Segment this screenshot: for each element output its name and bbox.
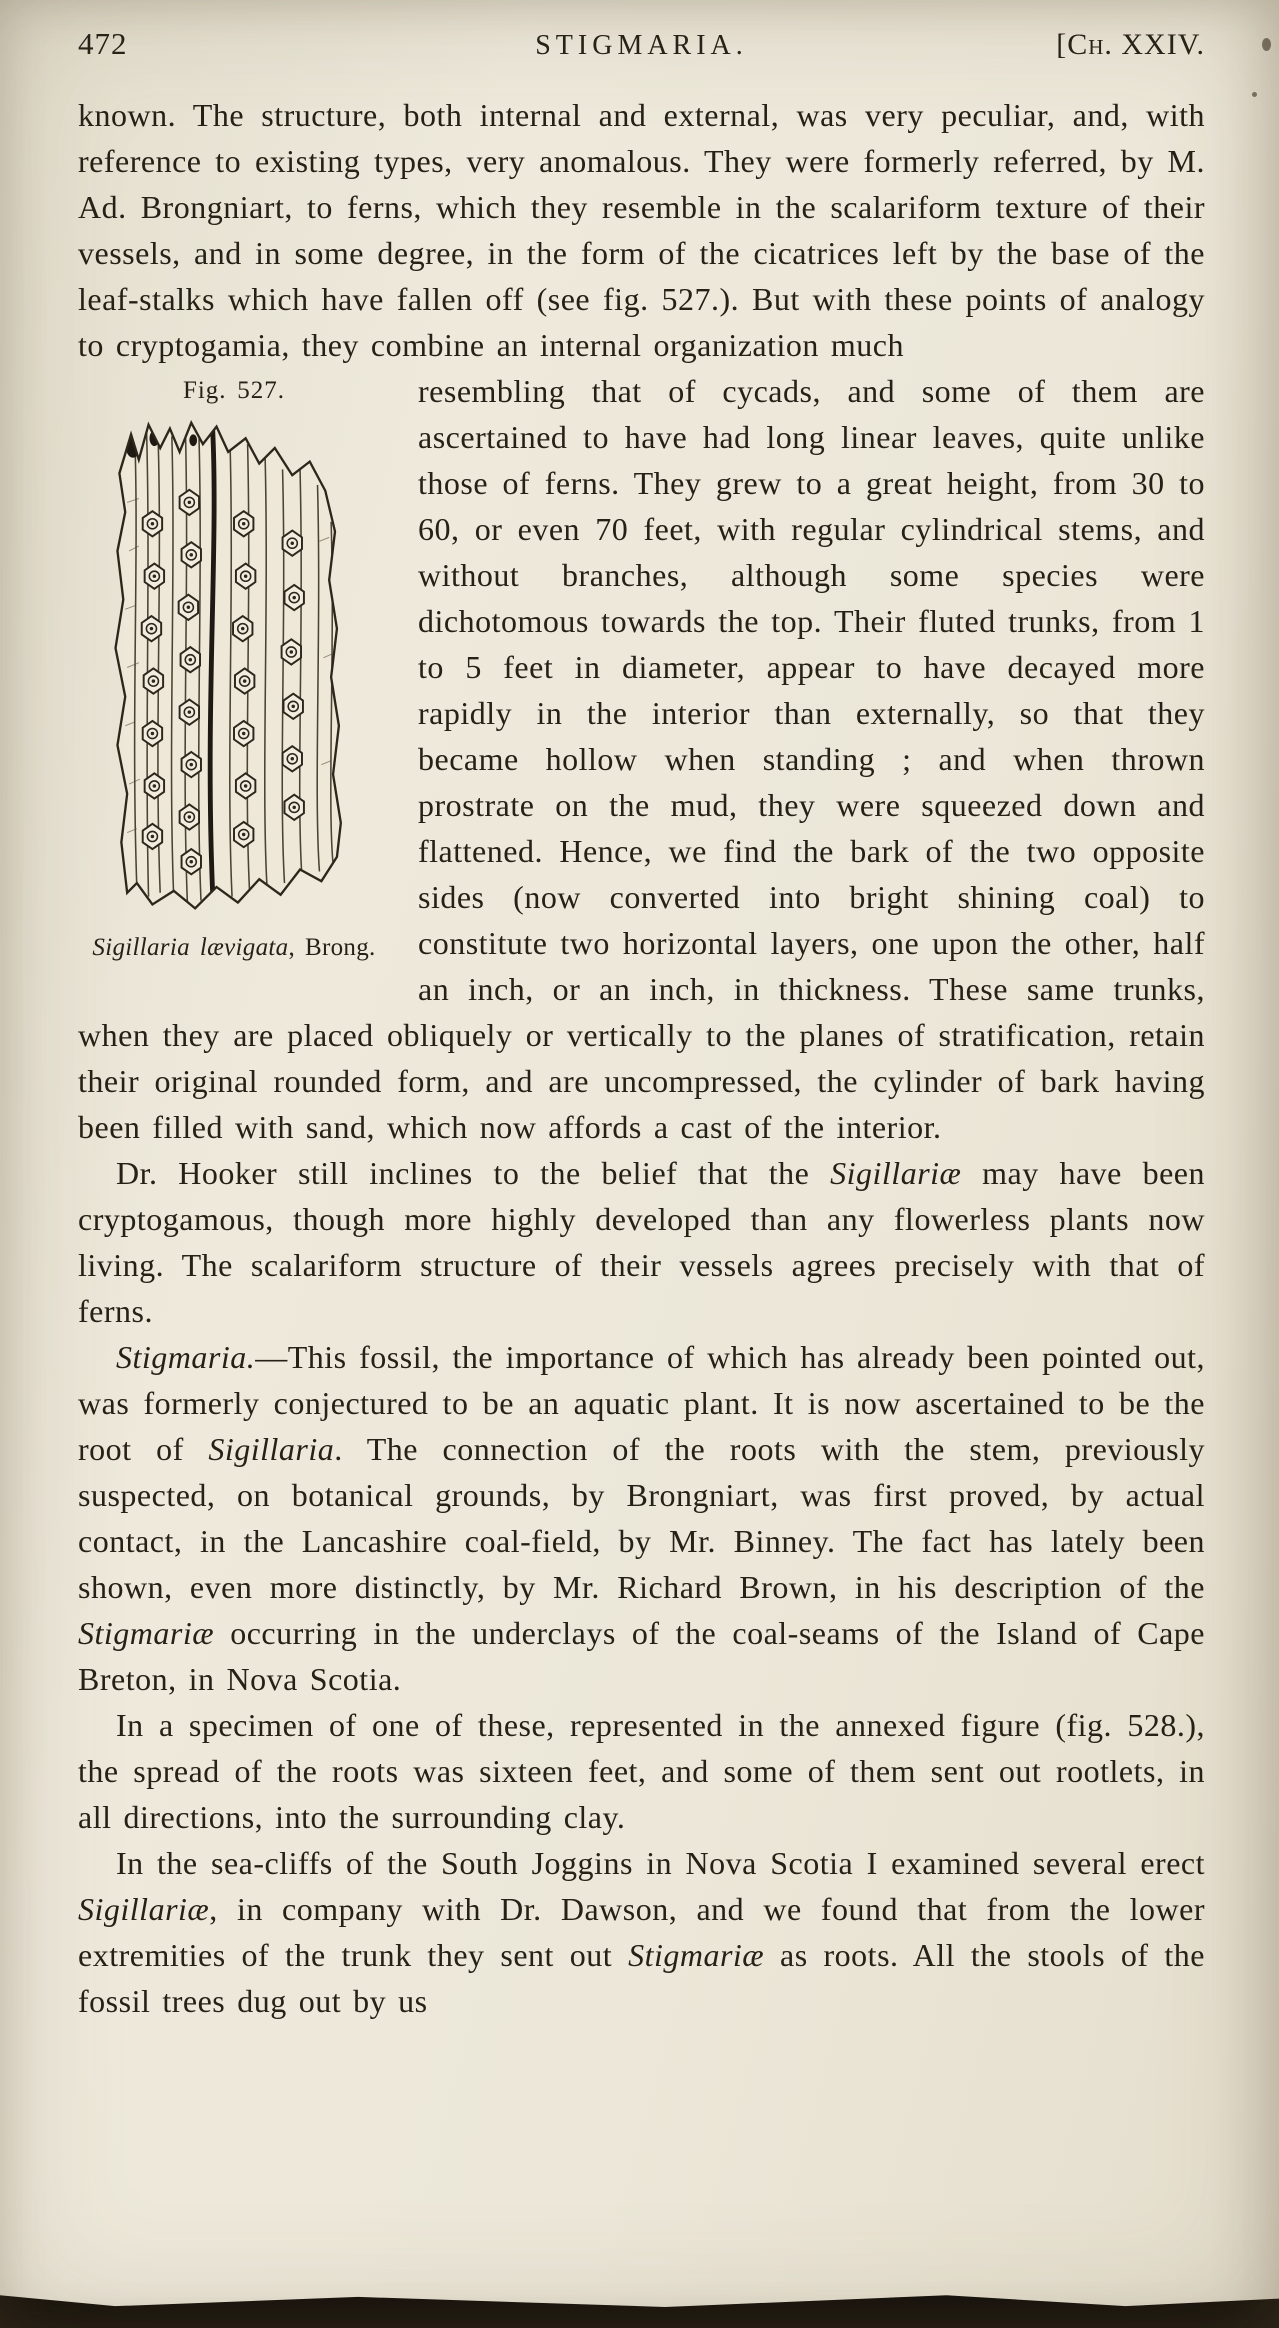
- text-run: Stigmariæ: [78, 1615, 215, 1651]
- figure-label: Fig. 527.: [182, 377, 286, 404]
- text-run: Sigillariæ: [830, 1155, 962, 1191]
- text-run: Dr. Hooker still inclines to the belief that the: [116, 1155, 831, 1191]
- chapter-reference: [Ch. XXIV.: [1056, 28, 1205, 61]
- paragraph-3: [78, 1334, 1205, 1702]
- text-run: Sigillaria: [208, 1431, 335, 1467]
- text-run: Stigmariæ: [628, 1937, 765, 1973]
- text-run: known. The structure, both internal and external, was very peculiar, and, with reference to existing types, very anomalous. They were formerly referred, by M. Ad. Brongniart, to ferns, which they resemble in the scalariform texture of their vessels, and in some degree, in the form of the cicatrices left by the base of the leaf-stalks which have fallen off (see fig. 527.). But with these points of analogy to cryptogamia, they combine an internal organization much: [78, 97, 1205, 363]
- sigillaria-engraving: [98, 415, 370, 920]
- paragraph-4: [78, 1702, 1205, 1840]
- page-header: [78, 26, 1205, 62]
- figure-caption: [78, 934, 390, 962]
- text-run: Sigillariæ: [78, 1891, 210, 1927]
- text-run: may have been cryptogamous, though more highly developed than any flowerless plants now living. The scalariform structure of their vessels agrees precisely with that of ferns.: [78, 1155, 1206, 1329]
- text-run: , in company with Dr. Dawson, and we found that from the lower extremities of the trunk they sent out: [78, 1891, 1205, 1973]
- figure-527: [78, 378, 390, 962]
- text-run: occurring in the underclays of the coal-seams of the Island of Cape Breton, in Nova Scotia.: [78, 1615, 1205, 1697]
- text-run: Sigillaria lævigata: [92, 934, 289, 961]
- text-run: as roots. All the stools of the fossil trees dug out by us: [78, 1937, 1206, 2019]
- running-title: STIGMARIA.: [535, 30, 748, 61]
- text-run: resembling that of cycads, and some of them are ascertained to have had long linear leaves, quite unlike those of ferns. They grew to a great height, from 30 to 60, or even 70 feet, with regular cylindrical stems, and without branches, although some species were dichotomous towards the top. Their fluted trunks, from 1 to 5 feet in diameter, appear to have decayed more rapidly in the interior than externally, so that they became hollow when standing ; and when thrown prostrate on the mud, they were squeezed down and flattened. Hence, we find the bark of the two opposite sides (now converted into bright shining coal) to constitute two horizontal layers, one upon the other, half an inch, or an inch, in thickness. These same trunks, when they are placed obliquely or vertically to the planes of stratification, retain their original rounded form, and are uncompressed, the cylinder of bark having been filled with sand, which now affords a cast of the interior.: [78, 373, 1205, 1145]
- page-text: [78, 92, 1205, 2024]
- text-run: In a specimen of one of these, represented in the annexed figure (fig. 528.), the spread of the roots was sixteen feet, and some of them sent out rootlets, in all directions, into the surrounding clay.: [78, 1707, 1205, 1835]
- scan-speck: [1252, 92, 1257, 97]
- text-run: In the sea-cliffs of the South Joggins in Nova Scotia I examined several erect: [116, 1845, 1205, 1881]
- text-run: —This fossil, the importance of which has already been pointed out, was formerly conjectured to be an aquatic plant. It is now ascertained to be the root of: [78, 1339, 1205, 1467]
- scan-edge-shadow: [0, 2286, 1279, 2328]
- text-run: . The connection of the roots with the stem, previously suspected, on botanical grounds, by Brongniart, was first proved, by actual contact, in the Lancashire coal-field, by Mr. Binney. The fact has lately been shown, even more distinctly, by Mr. Richard Brown, in his description of the: [78, 1431, 1206, 1605]
- paragraph-5: [78, 1840, 1205, 2024]
- figure-text-wrap: [78, 368, 1205, 1150]
- text-run: Stigmaria.: [116, 1339, 256, 1375]
- text-run: , Brong.: [288, 934, 376, 961]
- page-number: 472: [78, 26, 128, 61]
- paragraph-2: [78, 1150, 1205, 1334]
- paragraph-1-start: [78, 92, 1205, 368]
- scan-speck: [1262, 38, 1271, 51]
